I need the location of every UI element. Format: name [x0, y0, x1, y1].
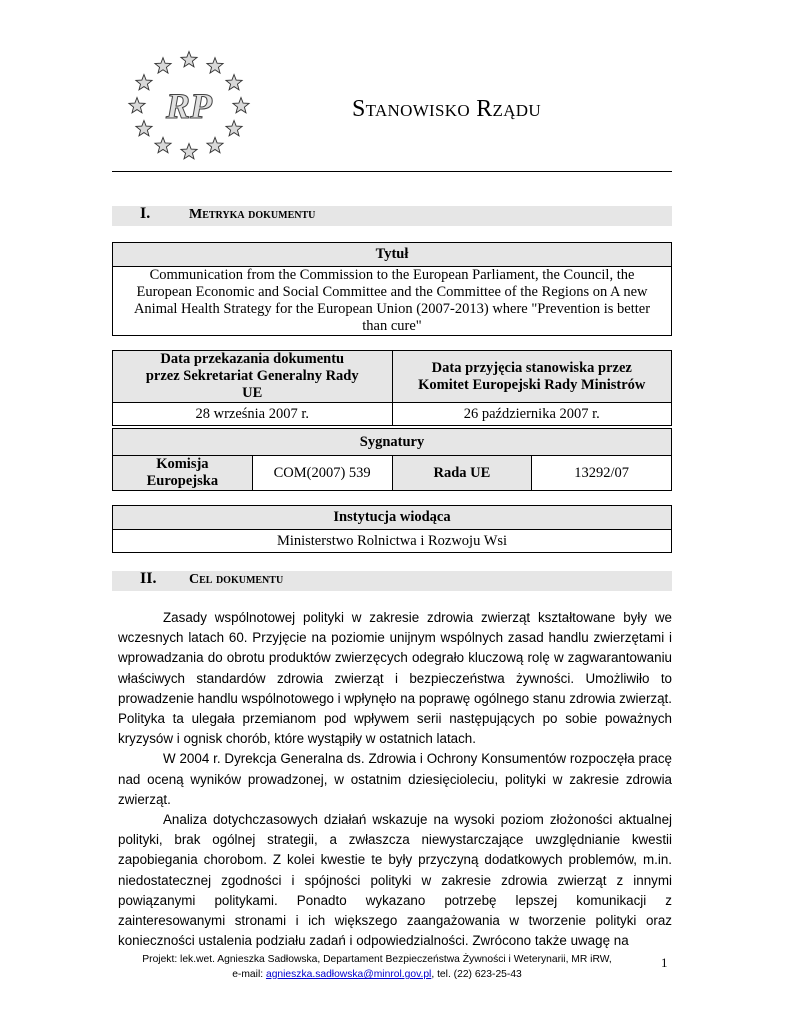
paragraph: W 2004 r. Dyrekcja Generalna ds. Zdrowia i Ochrony Konsumentów rozpoczęła pracę nad oceną wyników prowadzonej, w ostatnim dziesięcioleciu, polityki w zakresie zdrowia zwierząt.: [118, 751, 672, 807]
title-table-header: Tytuł: [113, 243, 672, 267]
logo-text: RP: [165, 86, 213, 126]
signature-value-commission: COM(2007) 539: [252, 456, 392, 491]
signature-label-commission: Komisja Europejska: [113, 456, 253, 491]
paragraph: Analiza dotychczasowych działań wskazuje na wysoki poziom złożoności aktualnej polityki, brak ogólnej strategii, a zwłaszcza niewystarczające uwzględnianie kwestii zapobiegania chorobom. Z kolei kwestie te były przyczyną dodatkowych problemów, m.in. niedostatecznej zgodności i spójności polityki w zakresie zdrowia zwierząt z innymi powiązanymi politykami. Ponadto wykazano potrzebę lepszej komunikacji z zainteresowanymi stronami i ich większego zaangażowania w tworzenie polityki oraz konieczności ustalenia podziału zadań i odpowiedzialności. Zwrócono także uwagę na: [118, 812, 672, 949]
star-icon: [136, 75, 152, 90]
star-icon: [233, 98, 249, 113]
footer-author: Projekt: lek.wet. Agnieszka Sadłowska, Departament Bezpieczeństwa Żywności i Weterynarii, MR iRW,: [142, 954, 612, 965]
star-icon: [155, 58, 171, 73]
title-table: [112, 242, 672, 336]
institution-table: [112, 505, 672, 553]
star-icon: [207, 58, 223, 73]
body-text: [118, 608, 672, 951]
page-title: Stanowisko Rządu: [352, 96, 541, 122]
star-icon: [207, 137, 223, 152]
star-icon: [129, 98, 145, 113]
header-divider: [112, 171, 672, 172]
signatures-table: [112, 428, 672, 491]
star-icon: [226, 75, 242, 90]
section-2-number: II.: [140, 570, 157, 587]
paragraph: Zasady wspólnotowej polityki w zakresie zdrowia zwierząt kształtowane były we wczesnych latach 60. Przyjęcie na poziomie unijnym wspólnych zasad handlu zwierzętami i wprowadzania do obrotu produktów zwierzęcych odegrało kluczową rolę w zagwarantowaniu właściwych standardów zdrowia zwierząt i bezpieczeństwa żywności. Umożliwiło to prowadzenie handlu wspólnotowego i wpłynęło na poprawę ogólnego stanu zdrowia zwierząt. Polityka ta ulegała przemianom pod wpływem serii następujących po sobie poważnych kryzysów i ognisk chorób, które wystąpiły w ostatnich latach.: [118, 610, 672, 747]
footer-contact: [112, 967, 642, 982]
star-icon: [181, 144, 197, 159]
section-1-number: I.: [140, 205, 151, 222]
section-1-title: Metryka dokumentu: [189, 207, 316, 222]
document-title-text: Communication from the Commission to the European Parliament, the Council, the European Economic and Social Committee and the Committee of the Regions on A new Animal Health Strategy for the European Union (2007-2013) where "Prevention is better than cure": [113, 267, 672, 336]
footer-email-label: e-mail:: [232, 969, 266, 980]
dates-table: [112, 350, 672, 426]
star-icon: [155, 137, 171, 152]
section-2-header: [112, 571, 672, 591]
date-adopted-value: 26 października 2007 r.: [392, 403, 672, 426]
institution-header: Instytucja wiodąca: [113, 506, 672, 530]
page-number: 1: [661, 955, 668, 970]
date-adopted-header: Data przyjęcia stanowiska przez Komitet Europejski Rady Ministrów: [392, 351, 672, 403]
signatures-header: Sygnatury: [113, 429, 672, 456]
section-1-header: [112, 206, 672, 226]
footer-email-link[interactable]: agnieszka.sadłowska@minrol.gov.pl: [265, 969, 432, 980]
institution-value: Ministerstwo Rolnictwa i Rozwoju Wsi: [113, 530, 672, 553]
signature-value-council: 13292/07: [532, 456, 672, 491]
star-icon: [136, 121, 152, 136]
section-2-title: Cel dokumentu: [189, 572, 284, 587]
date-transmitted-header: Data przekazania dokumentu przez Sekretariat Generalny Rady UE: [113, 351, 393, 403]
rp-logo: [127, 50, 251, 162]
signature-label-council: Rada UE: [392, 456, 532, 491]
star-icon: [226, 121, 242, 136]
footer-phone: , tel. (22) 623-25-43: [431, 969, 522, 980]
footer: [112, 952, 642, 982]
star-icon: [181, 52, 197, 67]
date-transmitted-value: 28 września 2007 r.: [113, 403, 393, 426]
